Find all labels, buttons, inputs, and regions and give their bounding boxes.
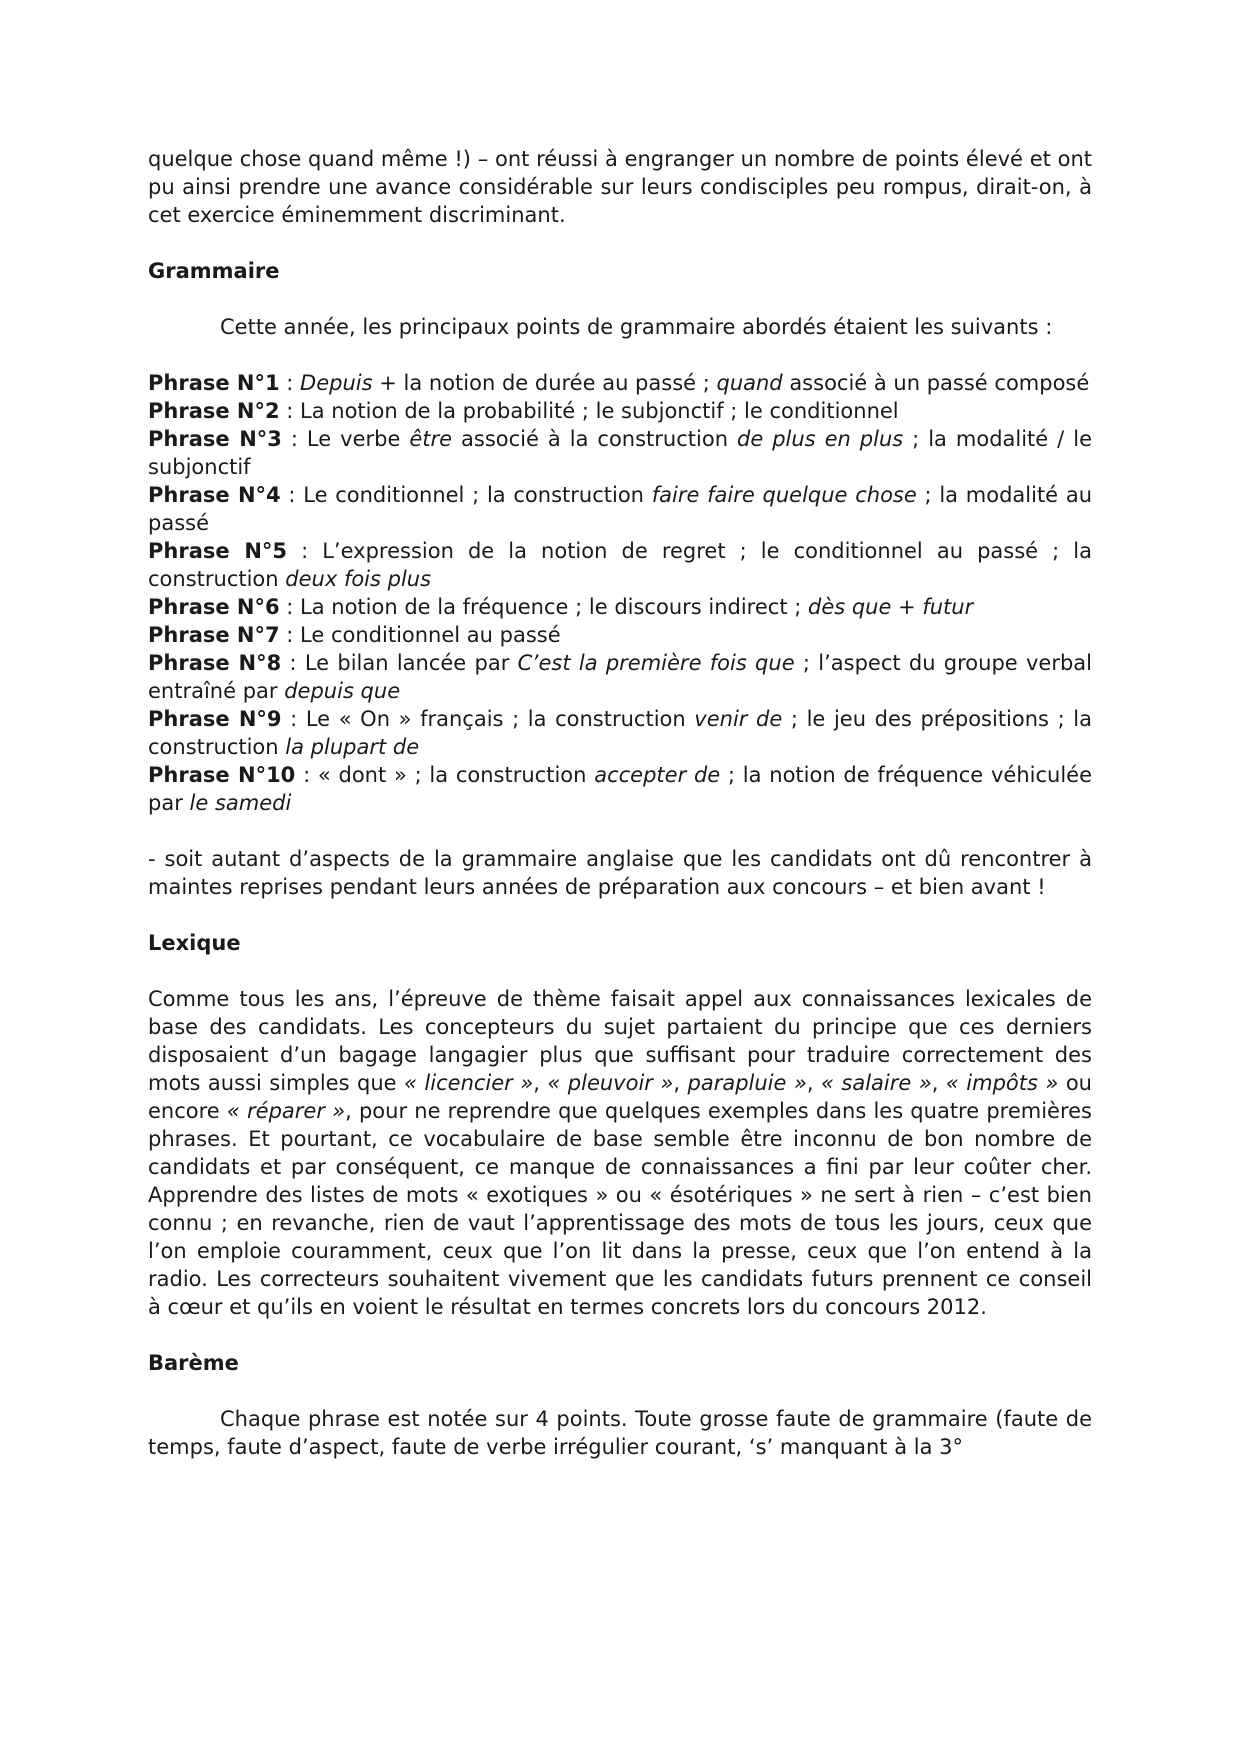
italic-text: quand	[716, 371, 783, 395]
italic-text: deux fois plus	[285, 567, 432, 591]
italic-text: depuis que	[284, 679, 401, 703]
text-run: : Le bilan lancée par	[281, 651, 518, 675]
phrase-label: Phrase N°9	[148, 707, 282, 731]
phrase-label: Phrase N°7	[148, 623, 280, 647]
text-run: + la notion de durée au passé ;	[372, 371, 717, 395]
text-run: ; l’aspect du groupe verbal entraîné par	[148, 651, 1092, 703]
grammaire-heading: Grammaire	[148, 259, 280, 283]
text-run: : Le « On » français ; la construction	[281, 707, 695, 731]
italic-text: C’est la première fois que	[517, 651, 795, 675]
italic-text: le samedi	[189, 791, 292, 815]
lexique-paragraph	[148, 985, 1092, 1321]
italic-text: faire faire quelque chose	[651, 483, 917, 507]
phrase-item	[148, 593, 1092, 621]
text-run: associé à un passé composé	[782, 371, 1090, 395]
bareme-heading: Barème	[148, 1351, 239, 1375]
phrase-list	[148, 369, 1092, 817]
text-run: : Le conditionnel ; la construction	[280, 483, 652, 507]
italic-text: la plupart de	[285, 735, 420, 759]
text-run: ,	[806, 1071, 821, 1095]
phrase-item	[148, 425, 1092, 481]
grammaire-conclusion: - soit autant d’aspects de la grammaire anglaise que les candidats ont dû rencontrer à maintes reprises pendant leurs années de préparation aux concours – et bien avant !	[148, 847, 1092, 899]
text-run: ; la notion de fréquence véhiculée par	[148, 763, 1092, 815]
phrase-description	[280, 623, 561, 647]
italic-text: parapluie »	[687, 1071, 807, 1095]
phrase-label: Phrase N°2	[148, 399, 280, 423]
phrase-label: Phrase N°1	[148, 371, 280, 395]
italic-text: « salaire »	[821, 1071, 932, 1095]
phrase-item	[148, 649, 1092, 705]
phrase-description	[280, 371, 1090, 395]
phrase-item	[148, 537, 1092, 593]
phrase-label: Phrase N°6	[148, 595, 280, 619]
text-run: ; la modalité / le subjonctif	[148, 427, 1092, 479]
phrase-label: Phrase N°3	[148, 427, 282, 451]
text-run: associé à la construction	[452, 427, 737, 451]
phrase-item	[148, 481, 1092, 537]
phrase-description	[148, 539, 1092, 591]
text-run: ; la modalité au passé	[148, 483, 1093, 535]
text-run: ,	[931, 1071, 946, 1095]
text-run: : La notion de la fréquence ; le discours indirect ;	[279, 595, 808, 619]
grammaire-intro: Cette année, les principaux points de grammaire abordés étaient les suivants :	[220, 315, 1053, 339]
text-run: : La notion de la probabilité ; le subjonctif ; le conditionnel	[279, 399, 899, 423]
phrase-label: Phrase N°4	[148, 483, 281, 507]
phrase-item	[148, 369, 1092, 397]
italic-text: venir de	[694, 707, 783, 731]
text-run: Comme tous les ans, l’épreuve de thème faisait appel aux connaissances lexicales de base des candidats. Les concepteurs du sujet partaient du principe que ces derniers disposaient d’un bagage langagier plus que suffisant pour traduire correctement des mots aussi simples que	[148, 987, 1092, 1095]
italic-text: « impôts »	[945, 1071, 1059, 1095]
document-page	[148, 145, 1092, 1461]
text-run: ,	[673, 1071, 688, 1095]
phrase-description	[280, 595, 974, 619]
phrase-item	[148, 705, 1092, 761]
phrase-description	[148, 651, 1092, 703]
bareme-paragraph: Chaque phrase est notée sur 4 points. Toute grosse faute de grammaire (faute de temps, faute d’aspect, faute de verbe irrégulier courant, ‘s’ manquant à la 3°	[148, 1407, 1092, 1459]
italic-text: de plus en plus	[736, 427, 904, 451]
text-run: : « dont » ; la construction	[295, 763, 595, 787]
text-run: :	[279, 371, 301, 395]
phrase-item	[148, 621, 1092, 649]
phrase-label: Phrase N°5	[148, 539, 288, 563]
text-run: : L’expression de la notion de regret ; le conditionnel au passé ; la construction	[148, 539, 1093, 591]
phrase-label: Phrase N°8	[148, 651, 282, 675]
phrase-description	[148, 483, 1092, 535]
italic-text: « réparer »	[226, 1099, 346, 1123]
phrase-description	[280, 399, 899, 423]
phrase-item	[148, 761, 1092, 817]
phrase-label: Phrase N°10	[148, 763, 296, 787]
intro-paragraph: quelque chose quand même !) – ont réussi à engranger un nombre de points élevé et ont pu ainsi prendre une avance considérable sur leurs condisciples peu rompus, dirait-on, à cet exercice éminemment discriminant.	[148, 147, 1092, 227]
text-run: ; le jeu des prépositions ; la construction	[148, 707, 1092, 759]
lexique-heading: Lexique	[148, 931, 241, 955]
phrase-description	[148, 707, 1092, 759]
text-run: , pour ne reprendre que quelques exemples dans les quatre premières phrases. Et pourtant, ce vocabulaire de base semble être inconnu de bon nombre de candidats et par conséquent, ce manque de connaissances a fini par leur coûter cher. Apprendre des listes de mots « exotiques » ou « ésotériques » ne sert à rien – c’est bien connu ; en revanche, rien de vaut l’apprentissage des mots de tous les jours, ceux que l’on emploie couramment, ceux que l’on lit dans la presse, ceux que l’on entend à la radio. Les correcteurs souhaitent vivement que les candidats futurs prennent ce conseil à cœur et qu’ils en voient le résultat en termes concrets lors du concours 2012.	[148, 1099, 1092, 1319]
italic-text: Depuis	[300, 371, 373, 395]
italic-text: « pleuvoir »	[547, 1071, 674, 1095]
italic-text: accepter de	[594, 763, 721, 787]
phrase-item	[148, 397, 1092, 425]
italic-text: dès que + futur	[807, 595, 974, 619]
phrase-description	[148, 427, 1092, 479]
text-run: : Le verbe	[281, 427, 410, 451]
text-run: : Le conditionnel au passé	[279, 623, 561, 647]
italic-text: « licencier »	[404, 1071, 534, 1095]
text-run: ,	[533, 1071, 548, 1095]
text-run: ou encore	[148, 1071, 1092, 1123]
italic-text: être	[409, 427, 453, 451]
